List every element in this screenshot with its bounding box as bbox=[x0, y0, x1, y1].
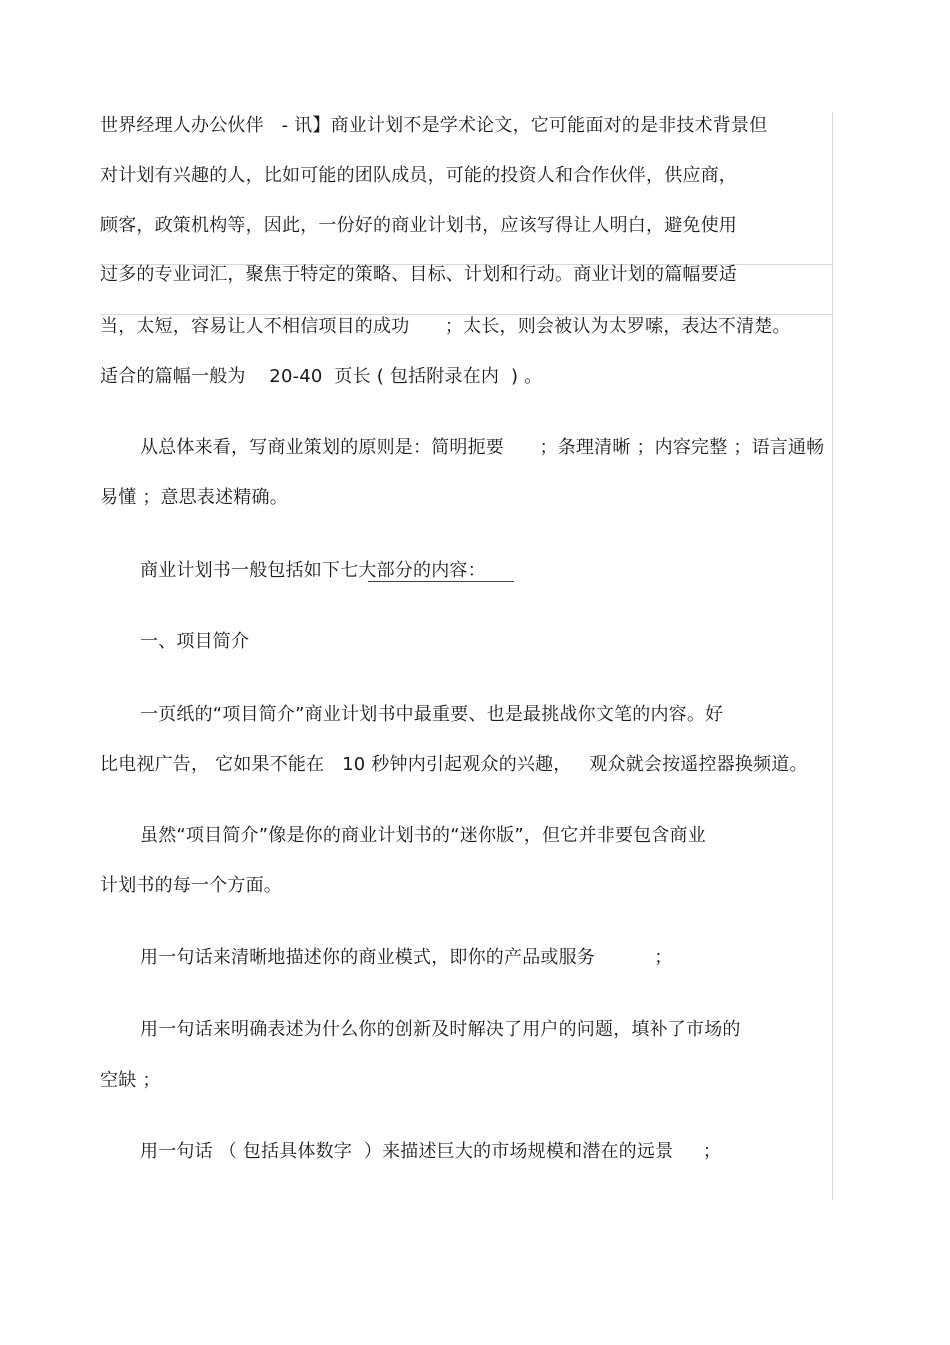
frame-rule-right bbox=[832, 112, 833, 1200]
paragraph-1-line-3: 顾客，政策机构等，因此，一份好的商业计划书，应该写得让人明白，避免使用 bbox=[100, 215, 737, 236]
paragraph-1-line-1: 世界经理人办公伙伴 - 讯】商业计划不是学术论文，它可能面对的是非技术背景但 bbox=[100, 115, 768, 136]
paragraph-1-line-2: 对计划有兴趣的人，比如可能的团队成员，可能的投资人和合作伙伴，供应商， bbox=[100, 165, 737, 186]
paragraph-7-line-2: 空缺 ； bbox=[100, 1070, 161, 1091]
paragraph-6: 用一句话来清晰地描述你的商业模式，即你的产品或服务 ； bbox=[140, 947, 673, 968]
paragraph-4-line-2: 比电视广告， 它如果不能在 10 秒钟内引起观众的兴趣， 观众就会按遥控器换频道。 bbox=[100, 754, 808, 775]
paragraph-3: 商业计划书一般包括如下七大部分的内容： bbox=[140, 560, 486, 581]
paragraph-1-line-5: 当，太短，容易让人不相信项目的成功 ；太长，则会被认为太罗嗦，表达不清楚。 bbox=[100, 316, 791, 337]
paragraph-1-line-4: 过多的专业词汇，聚焦于特定的策略、目标、计划和行动。商业计划的篇幅要适 bbox=[100, 264, 737, 285]
section-heading-1: 一、项目简介 bbox=[140, 631, 250, 652]
paragraph-5-line-1: 虽然“项目简介”像是你的商业计划书的“迷你版”，但它并非要包含商业 bbox=[140, 825, 706, 846]
paragraph-8: 用一句话 （ 包括具体数字 ）来描述巨大的市场规模和潜在的远景 ； bbox=[140, 1141, 722, 1162]
paragraph-7-line-1: 用一句话来明确表述为什么你的创新及时解决了用户的问题，填补了市场的 bbox=[140, 1019, 741, 1040]
paragraph-5-line-2: 计划书的每一个方面。 bbox=[100, 875, 282, 896]
paragraph-2-line-1: 从总体来看，写商业策划的原则是：简明扼要 ；条理清晰 ；内容完整 ；语言通畅 bbox=[140, 437, 825, 458]
paragraph-4-line-1: 一页纸的“项目简介”商业计划书中最重要、也是最挑战你文笔的内容。好 bbox=[140, 704, 724, 725]
paragraph-2-line-2: 易懂 ；意思表述精确。 bbox=[100, 487, 288, 508]
paragraph-1-line-6: 适合的篇幅一般为 20-40 页长 ( 包括附录在内 ) 。 bbox=[100, 366, 543, 387]
